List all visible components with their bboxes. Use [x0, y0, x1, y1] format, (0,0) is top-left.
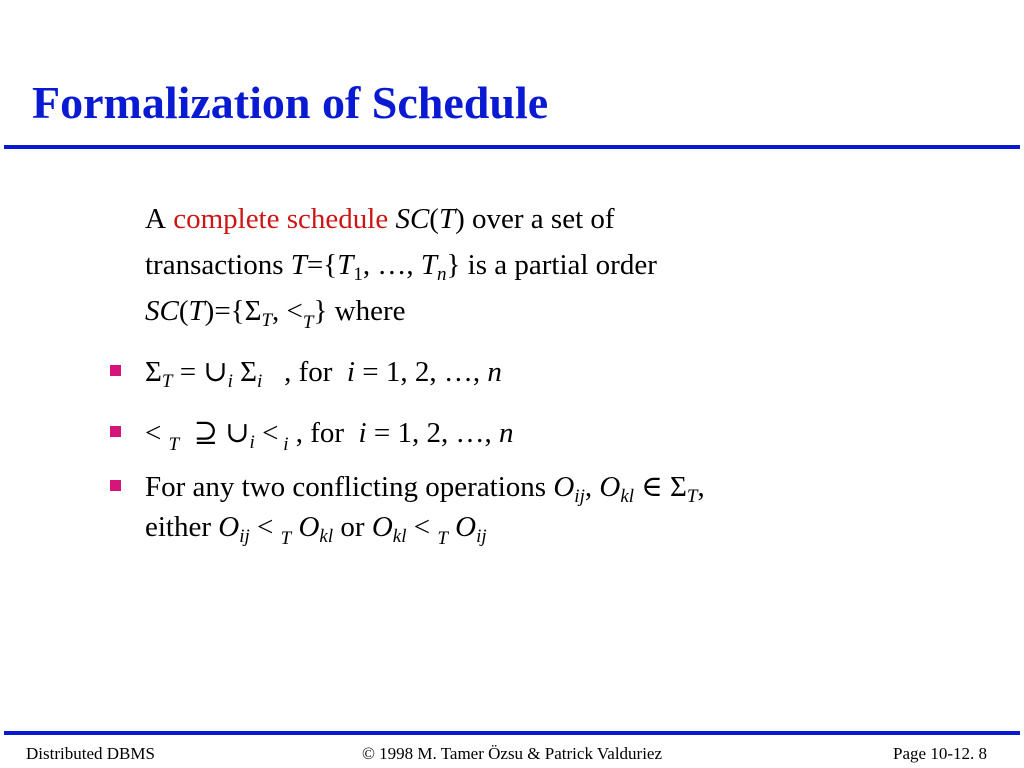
definition-text: } where: [313, 295, 406, 327]
less-than-symbol: <: [254, 417, 279, 449]
n-symbol: n: [487, 356, 502, 388]
o-symbol: O: [371, 511, 393, 543]
n-symbol: n: [498, 417, 514, 449]
range-text: = 1, 2, …,: [354, 356, 488, 388]
o-symbol: O: [218, 511, 240, 543]
bullet-line-2: [145, 507, 705, 547]
footer-divider: [4, 731, 1020, 735]
subscript-t: T: [161, 371, 173, 392]
definition-text: } is a partial order: [446, 249, 657, 281]
complete-schedule-term: complete schedule: [173, 203, 389, 235]
subscript-kl: kl: [620, 486, 635, 507]
o-symbol: O: [447, 511, 477, 543]
union-symbol: = ∪: [172, 356, 228, 388]
bullet-text: [145, 413, 513, 453]
t-symbol: T: [438, 203, 456, 235]
subscript-t: T: [280, 528, 292, 549]
tn-symbol: T: [420, 249, 437, 281]
subscript-t: T: [686, 486, 698, 507]
subscript-i: i: [257, 371, 263, 392]
paren-open: (: [178, 295, 189, 327]
for-text: , for: [262, 356, 347, 388]
subscript-ij: ij: [574, 486, 585, 507]
less-than-symbol: <: [145, 417, 169, 449]
less-than-symbol: <: [406, 511, 438, 543]
range-text: = 1, 2, …,: [366, 417, 499, 449]
definition-line-3: [145, 288, 657, 334]
sigma-symbol: Σ: [145, 356, 162, 388]
o-symbol: O: [291, 511, 320, 543]
o-symbol: O: [599, 471, 621, 503]
subscript-t: T: [437, 528, 448, 549]
definition-text: transactions: [145, 249, 291, 281]
subscript-kl: kl: [319, 526, 334, 547]
subscript-i: i: [278, 434, 289, 455]
o-symbol: O: [553, 471, 575, 503]
bullet-text-span: For any two conflicting operations: [145, 471, 554, 503]
comma: ,: [584, 471, 600, 503]
slide-title: Formalization of Schedule: [32, 77, 549, 128]
sigma-symbol: Σ: [232, 356, 258, 388]
subscript-t: T: [168, 434, 180, 455]
definition-paragraph: [145, 196, 657, 334]
bullet-text: [145, 352, 502, 392]
subscript-ij: ij: [239, 526, 250, 547]
i-symbol: i: [358, 417, 367, 449]
t-symbol: T: [188, 295, 205, 327]
superset-union-symbol: ⊇ ∪: [179, 417, 250, 449]
bullet-text: [145, 467, 705, 547]
bullet-line-1: [145, 467, 705, 507]
comma: ,: [697, 471, 705, 503]
paren-open: (: [429, 203, 439, 235]
either-text: either: [145, 511, 219, 543]
element-of-symbol: ∈ Σ: [634, 471, 687, 503]
subscript-n: n: [436, 264, 447, 285]
footer-course: Distributed DBMS: [26, 744, 155, 763]
subscript-i: i: [227, 371, 233, 392]
set-open: ={: [306, 249, 338, 281]
or-text: or: [333, 511, 372, 543]
subscript-t: T: [261, 310, 273, 331]
title-divider: [4, 145, 1020, 149]
slide-footer: [0, 744, 1024, 766]
subscript-ij: ij: [476, 526, 487, 547]
subscript-t: T: [302, 312, 314, 333]
subscript-i: i: [249, 432, 255, 453]
subscript-1: 1: [353, 264, 363, 285]
t1-symbol: T: [337, 249, 354, 281]
definition-line-2: [145, 242, 657, 288]
sigma-symbol: )={Σ: [204, 295, 262, 327]
definition-article: A: [145, 203, 166, 235]
definition-line-1: [145, 196, 657, 242]
i-symbol: i: [346, 356, 355, 388]
less-than-symbol: , <: [272, 295, 303, 327]
less-than-symbol: <: [249, 511, 281, 543]
footer-copyright: © 1998 M. Tamer Özsu & Patrick Valduriez: [361, 744, 663, 763]
footer-page-number: Page 10-12. 8: [893, 744, 987, 763]
square-bullet-icon: [110, 426, 121, 437]
ellipsis: , …,: [362, 249, 421, 281]
t-symbol: T: [290, 249, 307, 281]
sc-symbol: SC: [395, 203, 430, 235]
for-text: , for: [288, 417, 359, 449]
subscript-kl: kl: [392, 526, 407, 547]
paren-close: ): [455, 203, 465, 235]
square-bullet-icon: [110, 480, 121, 491]
square-bullet-icon: [110, 365, 121, 376]
sc-symbol: SC: [145, 295, 179, 327]
definition-text: over a set of: [464, 203, 615, 235]
